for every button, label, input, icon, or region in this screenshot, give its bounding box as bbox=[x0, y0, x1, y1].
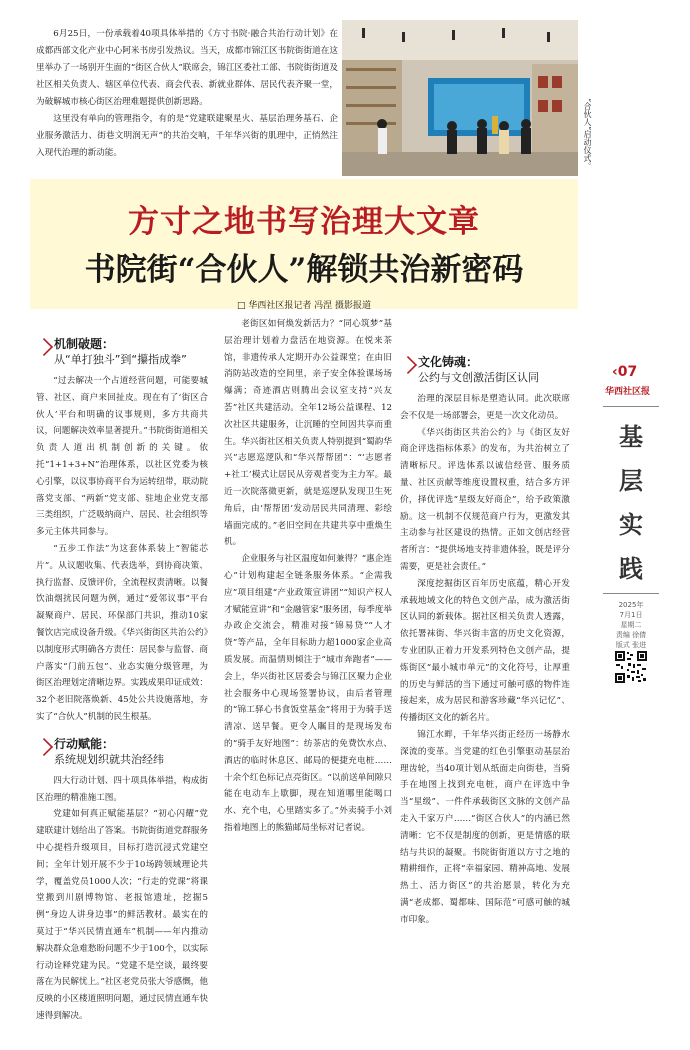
chevron-right-icon bbox=[400, 354, 414, 380]
paragraph: “五步工作法”为这套体系装上“智能芯片”。从议题收集、代表选举，到协商决策、执行监督、反馈评价，全流程权责清晰。以餐饮油烟扰民问题为例，通过“爱邻议事”平台凝聚商户、居民、环保部门共识，推动10家餐饮店完成设备升级。《华兴街街区共治公约》以制度形式明确各方责任：居民参与监督、商户落实“门前五包”、业态实施分级管理，为街区治理划定清晰边界。实践成果印证成效：32个老旧院落焕新、45处公共设施落地，夯实了“合伙人”机制的民生根基。 bbox=[36, 543, 208, 722]
headline-sub: 书院街“合伙人”解锁共治新密码 bbox=[84, 252, 524, 288]
section-heading-culture bbox=[400, 354, 570, 385]
paragraph: 深度挖掘街区百年历史底蕴，精心开发承载地域文化的特色文创产品，成为激活街区认同的新载体。据社区相关负责人透露，依托署袜街、华兴街丰富的历史文化资源，专业团队正着力开发系列特色文创产品，提炼街区“最小城市单元”的文化符号，让厚重的历史与鲜活的当下通过可触可感的物件连接起来，成为居民和游客珍藏“华兴记忆”、传播街区文化的新名片。 bbox=[400, 578, 570, 724]
lead-paragraph: 这里没有单向的管理指令，有的是“党建联建聚星火、基层治理务基石、企业服务激活力、街巷文明润无声”的共治交响，千年华兴街的肌理中，正悄然注入现代治理的新动能。 bbox=[36, 114, 338, 158]
section-title: 机制破题： bbox=[54, 337, 115, 351]
paragraph: 老街区如何焕发新活力？“同心筑梦”基层治理计划着力盘活在地资源。在悦来茶馆，非遗传承人定期开办公益课堂；在由旧消防站改造的空间里，亲子安全体验课场场爆满；奇迹酒店则腾出会议室支持“兴友荟”社区共建活动。全年12场公益课程、12次社区共建服务，让沉睡的空间因共享而重生。华兴街社区相关负责人特别提到“蜀韵华兴”志愿巡逻队和“华兴帮帮团”：“‘志愿者+社工’模式让居民从旁观者变为主力军。最近一次院落微更新，就是巡逻队发现卫生死角后，由‘帮帮团’发动居民共同清理、彩绘墙面完成的。”老旧空间在共建共享中重焕生机。 bbox=[224, 319, 392, 548]
section-subtitle: 公约与文创激活街区认同 bbox=[418, 371, 539, 384]
designer: 版式 张进 bbox=[615, 641, 647, 649]
section-title: 文化铸魂： bbox=[418, 355, 479, 369]
paragraph: 企业服务与社区温度如何兼得？“惠企连心”计划构建起全链条服务体系。“企需我应”项目组建“产业政策宣讲团”“知识产权人才赋能宣讲”和“金融管家”服务团，每季度举办政企交流会，精准对接“锦易贷”“人才贷”等产品，全年目标助力超1000家企业高质发展。而温情则倾注于“城市奔跑者”——会上，华兴街社区居委会与锦江区聚力企业社会服务中心现场签署协议，由后者管理的“锦工驿心书食饭堂基金”将用于为骑手送清凉、送早餐。更令人瞩目的是现场发布的“骑手友好地图”：纺茶店的免费饮水点、酒店的临时休息区、邮局的便捷充电桩……十余个红色标记点亮街区。“以前送单间隙只能在电动车上歇脚，现在知道哪里能喝口水、充个电，心里踏实多了。”外卖骑手小刘指着地图上的熊猫邮局坐标对记者说。 bbox=[224, 554, 392, 833]
ceremony-photo bbox=[342, 20, 578, 176]
issue-weekday: 星期二 bbox=[620, 621, 642, 629]
column-title-char: 层 bbox=[619, 466, 643, 495]
column-title-box bbox=[603, 406, 659, 594]
column-title-char: 基 bbox=[619, 422, 643, 451]
paragraph: 四大行动计划、四十项具体举措，构成街区治理的精准施工图。 bbox=[36, 775, 208, 803]
article-column-1 bbox=[36, 334, 208, 1021]
qr-code-icon[interactable] bbox=[614, 650, 648, 684]
ceremony-photo-image bbox=[342, 20, 578, 176]
column-title-char: 实 bbox=[619, 510, 643, 539]
chevron-right-icon bbox=[36, 336, 50, 362]
section-title: 行动赋能： bbox=[54, 736, 115, 751]
paragraph: 党建如何真正赋能基层？“初心闪耀”党建联建计划给出了答案。书院街街道党群服务中心提档升级项目，目标打造沉浸式党建空间；全年计划开展不少于10场跨领域理论共学，覆盖党员1000人次；“行走的党课”将课堂搬到川剧博物馆、老报馆遗址，挖掘5例“身边人讲身边事”的鲜活教材。最实在的莫过于“华兴民情直通车”机制——年内推动解决群众急难愁盼问题不少于100个，以实际行动诠释党建为民。“党建不是空谈，最终要落在为民解忧上。”社区老党员张大爷感慨，他反映的小区楼道照明问题，通过民情直通车快速得到解决。 bbox=[36, 809, 208, 1021]
section-heading-action bbox=[36, 736, 208, 767]
page-number: ‹07 bbox=[612, 364, 638, 380]
editor: 责编 徐倩 bbox=[615, 631, 647, 639]
issue-date: 7月1日 bbox=[619, 611, 643, 619]
article-column-2 bbox=[224, 316, 392, 945]
headline-main: 方寸之地书写治理大文章 bbox=[128, 204, 480, 240]
paragraph: 治理的深层目标是塑造认同。此次联席会不仅是一场部署会，更是一次文化动员。 bbox=[400, 394, 570, 421]
lead-text bbox=[36, 26, 338, 162]
chevron-right-icon bbox=[36, 736, 50, 762]
section-subtitle: 从“单打独斗”到“攥指成拳” bbox=[54, 353, 187, 366]
paragraph: 《华兴街街区共治公约》与《街区友好商企评选指标体系》的发布，为共治树立了清晰标尺。评选体系以诚信经营、服务质量、社区贡献等维度设置权重，结合多方评价，择优评选“星级友好商企”，给予政策激励。这一机制不仅规范商户行为，更激发其主动参与社区建设的热情。正如文创店经营者所言：“提供场地支持非遗体验，既是评分需要，更是社会责任。” bbox=[400, 427, 570, 572]
paragraph: “过去解决一个占道经营问题，可能要城管、社区、商户来回扯皮。现在有了‘街区合伙人’平台和明确的议事规则，多方共商共议，问题解决效率显著提升。”书院街街道相关负责人道出机制创新的关键。依托“1+1+3+N”治理体系，以社区党委为核心引擎，以议事协商平台为运转纽带，联动院落党支部、“两新”党支部、驻地企业党支部三类组织，广泛吸纳商户、居民、社会组织等多元主体共同参与。 bbox=[36, 376, 208, 538]
section-heading-mechanism bbox=[36, 336, 208, 367]
column-title-char: 践 bbox=[619, 554, 643, 583]
lead-paragraph: 6月25日，一份承载着40项具体举措的《方寸书院·融合共治行动计划》在成都西部文化产业中心阿米书房引发热议。当天，成都市锦江区书院街街道在这里举办了一场别开生面的“街区合伙人”联席会，锦江区委社工部、书院街街道及社区相关负责人、辖区单位代表、商会代表、新就业群体、居民代表齐聚一堂，为破解城市核心街区治理难题提供创新思路。 bbox=[36, 29, 338, 107]
section-name: 华西社区报 bbox=[605, 387, 651, 397]
issue-info bbox=[603, 600, 659, 650]
issue-year: 2025年 bbox=[618, 601, 644, 609]
paragraph: 锦江水畔，千年华兴街正经历一场静水深流的变革。当党建的红色引擎驱动基层治理齿轮，当40项计划从纸面走向街巷，当骑手在地图上找到充电桩，商户在评选中争当“星级”、一件件承载街区文脉的文创产品走入千家万户……“街区合伙人”的内涵已然清晰：它不仅是制度的创新，更是情感的联结与共识的凝聚。书院街街道以方寸之地的精耕细作，正将“幸福家园、精神高地、发展热土、活力街区”的共治愿景，转化为充满“老成都、蜀都味、国际范”可感可触的城市印象。 bbox=[400, 729, 570, 925]
section-subtitle: 系统规划织就共治经纬 bbox=[54, 752, 164, 766]
byline: □ 华西社区报记者 冯涅 摄影报道 bbox=[236, 301, 372, 311]
article-column-3 bbox=[400, 316, 570, 945]
photo-caption: “合伙人”启动仪式。 bbox=[583, 98, 592, 171]
